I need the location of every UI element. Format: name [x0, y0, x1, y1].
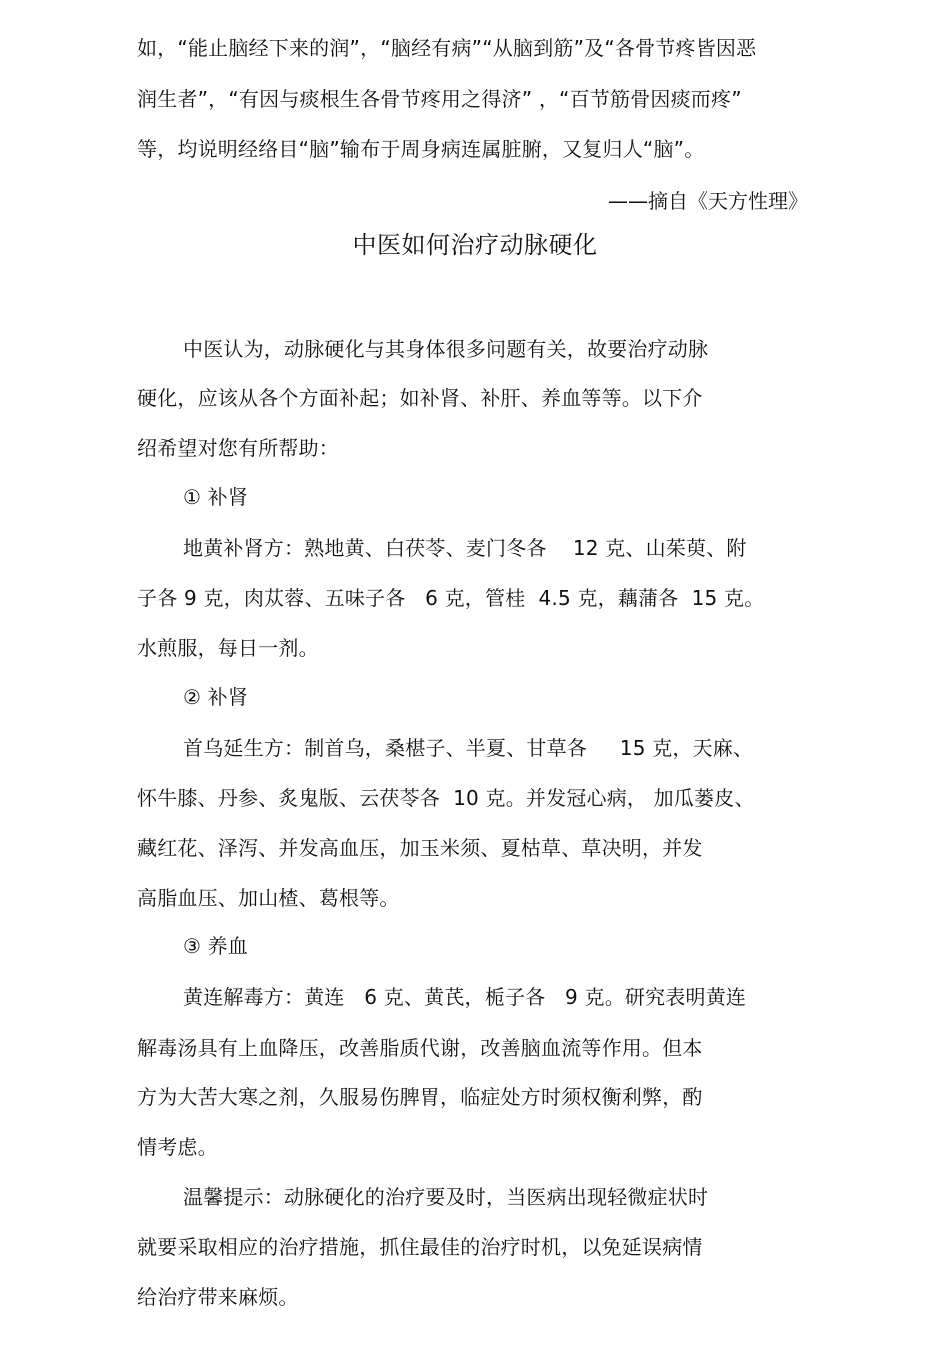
body-line: 怀牛膝、丹参、炙鬼版、云茯苓各 10 克。并发冠心病， 加瓜蒌皮、 — [137, 786, 755, 810]
body-line: 水煎服，每日一剂。 — [137, 636, 319, 660]
body-line: 绍希望对您有所帮助： — [137, 436, 339, 460]
body-line: 首乌延生方：制首乌，桑椹子、半夏、甘草各 15 克，天麻、 — [183, 736, 754, 760]
tip-line: 就要采取相应的治疗措施，抓住最佳的治疗时机，以免延误病情 — [137, 1235, 703, 1259]
body-line: 藏红花、泽泻、并发高血压，加玉米须、夏枯草、草决明，并发 — [137, 836, 703, 860]
body-line: 黄连解毒方：黄连 6 克、黄芪，栀子各 9 克。研究表明黄连 — [183, 985, 747, 1009]
section-heading: ③ 养血 — [183, 934, 249, 958]
section-heading: ② 补肾 — [183, 685, 249, 709]
tip-line: 温馨提示：动脉硬化的治疗要及时，当医病出现轻微症状时 — [183, 1185, 709, 1209]
body-line: 解毒汤具有上血降压，改善脂质代谢，改善脑血流等作用。但本 — [137, 1036, 703, 1060]
intro-line: 润生者”，“有因与痰根生各骨节疼用之得济” ，“百节筋骨因痰而疼” — [137, 87, 742, 111]
intro-line: 如，“能止脑经下来的润”，“脑经有病”“从脑到筋”及“各骨节疼皆因恶 — [137, 36, 757, 60]
intro-line: 等，均说明经络目“脑”输布于周身病连属脏腑，又复归人“脑”。 — [137, 137, 705, 161]
source-citation: ——摘自《天方性理》 — [608, 189, 808, 213]
body-line: 硬化，应该从各个方面补起；如补肾、补肝、养血等等。以下介 — [137, 386, 703, 410]
tip-line: 给治疗带来麻烦。 — [137, 1285, 299, 1309]
body-line: 情考虑。 — [137, 1135, 218, 1159]
body-line: 高脂血压、加山楂、葛根等。 — [137, 886, 400, 910]
body-line: 中医认为，动脉硬化与其身体很多问题有关，故要治疗动脉 — [183, 337, 709, 361]
page-title: 中医如何治疗动脉硬化 — [352, 231, 598, 259]
body-line: 方为大苦大寒之剂，久服易伤脾胃，临症处方时须权衡利弊，酌 — [137, 1085, 703, 1109]
section-heading: ① 补肾 — [183, 485, 249, 509]
body-line: 子各 9 克，肉苁蓉、五味子各 6 克，管桂 4.5 克，藕蒲各 15 克。 — [137, 586, 765, 610]
body-line: 地黄补肾方：熟地黄、白茯苓、麦门冬各 12 克、山茱萸、附 — [183, 536, 747, 560]
